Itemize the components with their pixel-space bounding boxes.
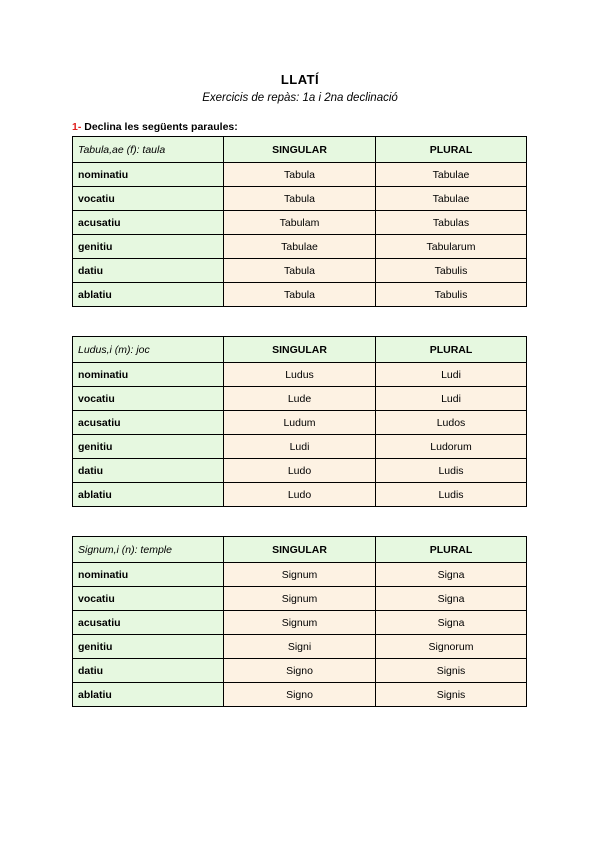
lemma-cell: Ludus,i (m): joc	[73, 337, 224, 363]
table-row	[73, 459, 527, 483]
singular-header: SINGULAR	[224, 137, 376, 163]
plural-form: Signis	[376, 683, 527, 707]
plural-form: Signa	[376, 563, 527, 587]
plural-form: Tabulae	[376, 187, 527, 211]
declension-table-tabula	[72, 136, 527, 307]
case-label: acusatiu	[73, 211, 224, 235]
case-label: acusatiu	[73, 411, 224, 435]
table-header-row	[73, 137, 527, 163]
plural-form: Tabulis	[376, 283, 527, 307]
lemma-cell: Tabula,ae (f): taula	[73, 137, 224, 163]
table-row	[73, 587, 527, 611]
case-label: datiu	[73, 259, 224, 283]
exercise-text: Declina les següents paraules:	[81, 121, 238, 133]
plural-header: PLURAL	[376, 337, 527, 363]
plural-form: Tabulis	[376, 259, 527, 283]
case-label: ablatiu	[73, 683, 224, 707]
page-subtitle: Exercicis de repàs: 1a i 2na declinació	[202, 92, 398, 104]
exercise-instruction	[72, 121, 238, 133]
table-row	[73, 483, 527, 507]
table-row	[73, 563, 527, 587]
case-label: genitiu	[73, 635, 224, 659]
exercise-number: 1-	[72, 121, 82, 133]
table-row	[73, 211, 527, 235]
singular-form: Signum	[224, 611, 376, 635]
singular-form: Tabula	[224, 163, 376, 187]
plural-form: Tabulas	[376, 211, 527, 235]
table-row	[73, 435, 527, 459]
table-row	[73, 387, 527, 411]
table-row	[73, 683, 527, 707]
declension-table-signum	[72, 536, 527, 707]
case-label: nominatiu	[73, 563, 224, 587]
plural-form: Ludi	[376, 387, 527, 411]
table-row	[73, 235, 527, 259]
singular-form: Ludus	[224, 363, 376, 387]
singular-form: Lude	[224, 387, 376, 411]
table-header-row	[73, 537, 527, 563]
singular-header: SINGULAR	[224, 537, 376, 563]
case-label: vocatiu	[73, 587, 224, 611]
singular-form: Ludi	[224, 435, 376, 459]
plural-form: Signa	[376, 611, 527, 635]
plural-form: Ludos	[376, 411, 527, 435]
case-label: nominatiu	[73, 163, 224, 187]
singular-form: Signum	[224, 587, 376, 611]
plural-form: Signis	[376, 659, 527, 683]
table-header-row	[73, 337, 527, 363]
case-label: ablatiu	[73, 483, 224, 507]
singular-form: Signum	[224, 563, 376, 587]
declension-table-ludus	[72, 336, 527, 507]
case-label: acusatiu	[73, 611, 224, 635]
singular-form: Tabula	[224, 283, 376, 307]
plural-form: Signa	[376, 587, 527, 611]
singular-form: Tabula	[224, 187, 376, 211]
singular-form: Tabulam	[224, 211, 376, 235]
case-label: vocatiu	[73, 387, 224, 411]
plural-header: PLURAL	[376, 537, 527, 563]
table-row	[73, 163, 527, 187]
singular-form: Tabulae	[224, 235, 376, 259]
plural-form: Ludis	[376, 459, 527, 483]
plural-form: Signorum	[376, 635, 527, 659]
plural-form: Ludorum	[376, 435, 527, 459]
case-label: genitiu	[73, 235, 224, 259]
page-title: LLATÍ	[280, 72, 320, 87]
plural-form: Tabulae	[376, 163, 527, 187]
table-row	[73, 259, 527, 283]
singular-form: Signi	[224, 635, 376, 659]
case-label: ablatiu	[73, 283, 224, 307]
case-label: vocatiu	[73, 187, 224, 211]
table-row	[73, 659, 527, 683]
table-row	[73, 411, 527, 435]
table-row	[73, 187, 527, 211]
singular-form: Ludo	[224, 459, 376, 483]
plural-form: Ludi	[376, 363, 527, 387]
plural-header: PLURAL	[376, 137, 527, 163]
singular-form: Ludo	[224, 483, 376, 507]
case-label: genitiu	[73, 435, 224, 459]
case-label: datiu	[73, 459, 224, 483]
table-row	[73, 635, 527, 659]
case-label: datiu	[73, 659, 224, 683]
singular-header: SINGULAR	[224, 337, 376, 363]
singular-form: Tabula	[224, 259, 376, 283]
lemma-cell: Signum,i (n): temple	[73, 537, 224, 563]
table-row	[73, 283, 527, 307]
table-row	[73, 611, 527, 635]
plural-form: Tabularum	[376, 235, 527, 259]
case-label: nominatiu	[73, 363, 224, 387]
singular-form: Signo	[224, 659, 376, 683]
plural-form: Ludis	[376, 483, 527, 507]
table-row	[73, 363, 527, 387]
singular-form: Ludum	[224, 411, 376, 435]
singular-form: Signo	[224, 683, 376, 707]
